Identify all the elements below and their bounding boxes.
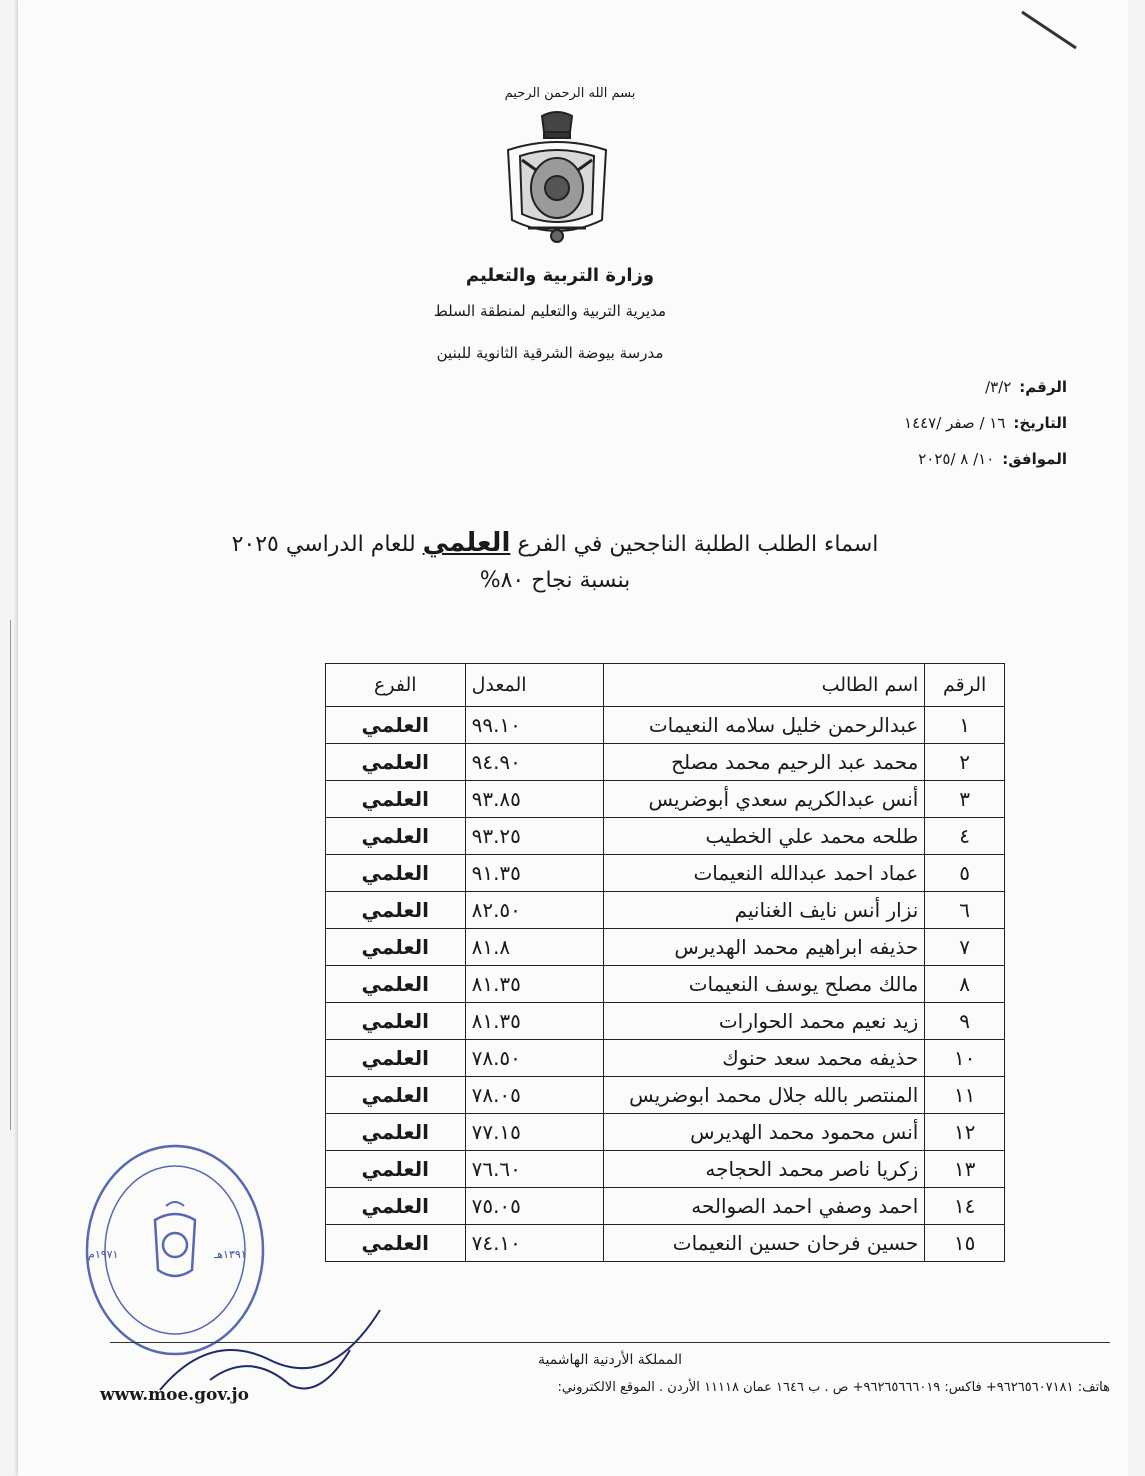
student-branch: العلمي (326, 1114, 466, 1151)
edge-divider (10, 620, 11, 1130)
jordan-emblem-icon (498, 110, 616, 250)
row-number: ١٠ (925, 1040, 1005, 1077)
student-branch: العلمي (326, 1151, 466, 1188)
student-branch: العلمي (326, 929, 466, 966)
table-row (326, 1077, 1005, 1114)
student-branch: العلمي (326, 707, 466, 744)
student-name: عبدالرحمن خليل سلامه النعيمات (603, 707, 925, 744)
student-average: ٧٦.٦٠ (465, 1151, 603, 1188)
student-branch: العلمي (326, 744, 466, 781)
student-name: أنس عبدالكريم سعدي أبوضريس (603, 781, 925, 818)
student-average: ٩١.٣٥ (465, 855, 603, 892)
student-branch: العلمي (326, 966, 466, 1003)
student-average: ٨١.٣٥ (465, 1003, 603, 1040)
title-part-2: للعام الدراسي ٢٠٢٥ (231, 532, 416, 557)
student-average: ٧٨.٠٥ (465, 1077, 603, 1114)
row-number: ١٣ (925, 1151, 1005, 1188)
table-row (326, 1225, 1005, 1262)
pen-stroke (1020, 8, 1080, 53)
school-name: مدرسة بيوضة الشرقية الثانوية للبنين (436, 344, 664, 362)
row-number: ٥ (925, 855, 1005, 892)
student-branch: العلمي (326, 1077, 466, 1114)
student-name: أنس محمود محمد الهديرس (603, 1114, 925, 1151)
results-table (325, 663, 1005, 1262)
website-link[interactable]: www.moe.gov.jo (100, 1385, 249, 1405)
student-average: ٨١.٨ (465, 929, 603, 966)
row-number: ٧ (925, 929, 1005, 966)
footer-divider (110, 1342, 1110, 1343)
student-branch: العلمي (326, 1003, 466, 1040)
title-part-1: اسماء الطلب الطلبة الناجحين في الفرع (517, 532, 879, 557)
footer-contact: هاتف: ٩٦٢٦٥٦٠٧١٨١+ فاكس: ٩٦٢٦٥٦٦٦٠١٩+ ص . ب ١٦٤٦ عمان ١١١١٨ الأردن . الموقع الالكتروني: (557, 1380, 1110, 1395)
row-number: ١٥ (925, 1225, 1005, 1262)
table-row (326, 1114, 1005, 1151)
student-name: حذيفه محمد سعد حنوك (603, 1040, 925, 1077)
row-number: ٣ (925, 781, 1005, 818)
document-subtitle: بنسبة نجاح ٨٠% (479, 568, 631, 593)
student-average: ٩٤.٩٠ (465, 744, 603, 781)
table-row (326, 929, 1005, 966)
row-number: ٦ (925, 892, 1005, 929)
row-number: ٤ (925, 818, 1005, 855)
reference-date (904, 414, 1067, 432)
header-average: المعدل (465, 664, 603, 707)
row-number: ١١ (925, 1077, 1005, 1114)
student-name: احمد وصفي احمد الصوالحه (603, 1188, 925, 1225)
table-row (326, 1003, 1005, 1040)
student-average: ٨٢.٥٠ (465, 892, 603, 929)
table-row (326, 855, 1005, 892)
student-name: حسين فرحان حسين النعيمات (603, 1225, 925, 1262)
student-average: ٧٥.٠٥ (465, 1188, 603, 1225)
table-row (326, 1188, 1005, 1225)
reference-number (985, 378, 1067, 396)
student-branch: العلمي (326, 1188, 466, 1225)
student-branch: العلمي (326, 818, 466, 855)
table-row (326, 707, 1005, 744)
student-name: نزار أنس نايف الغنانيم (603, 892, 925, 929)
student-branch: العلمي (326, 855, 466, 892)
row-number: ٩ (925, 1003, 1005, 1040)
student-name: محمد عبد الرحيم محمد مصلح (603, 744, 925, 781)
table-body (326, 707, 1005, 1262)
student-name: عماد احمد عبدالله النعيمات (603, 855, 925, 892)
student-average: ٩٩.١٠ (465, 707, 603, 744)
reference-number-label: الرقم: (1019, 378, 1067, 396)
student-average: ٧٧.١٥ (465, 1114, 603, 1151)
header-branch: الفرع (326, 664, 466, 707)
student-branch: العلمي (326, 1040, 466, 1077)
footer-kingdom: المملكة الأردنية الهاشمية (537, 1352, 683, 1368)
ministry-name: وزارة التربية والتعليم (465, 265, 655, 286)
student-name: زكريا ناصر محمد الحجاجه (603, 1151, 925, 1188)
header-number: الرقم (925, 664, 1005, 707)
table-row (326, 1040, 1005, 1077)
reference-corresponding (918, 450, 1067, 468)
document-title (160, 528, 950, 558)
stamp-year-left: ١٩٧١م (88, 1248, 119, 1261)
reference-number-value: ٣/٢/ (985, 378, 1012, 396)
student-name: زيد نعيم محمد الحوارات (603, 1003, 925, 1040)
student-average: ٩٣.٨٥ (465, 781, 603, 818)
table-row (326, 781, 1005, 818)
directorate-name: مديرية التربية والتعليم لمنطقة السلط (433, 302, 667, 320)
student-name: مالك مصلح يوسف النعيمات (603, 966, 925, 1003)
table-row (326, 818, 1005, 855)
row-number: ١٤ (925, 1188, 1005, 1225)
student-name: حذيفه ابراهيم محمد الهديرس (603, 929, 925, 966)
student-average: ٨١.٣٥ (465, 966, 603, 1003)
header-student-name: اسم الطالب (603, 664, 925, 707)
table-row (326, 966, 1005, 1003)
row-number: ٢ (925, 744, 1005, 781)
title-branch: العلمي (422, 528, 511, 558)
table-row (326, 1151, 1005, 1188)
basmala: بسم الله الرحمن الرحيم (504, 86, 636, 101)
reference-corresponding-value: ١٠/ ٨ /٢٠٢٥ (918, 450, 995, 468)
table-row (326, 744, 1005, 781)
row-number: ١ (925, 707, 1005, 744)
student-name: طلحه محمد علي الخطيب (603, 818, 925, 855)
reference-date-label: التاريخ: (1013, 414, 1067, 432)
row-number: ٨ (925, 966, 1005, 1003)
student-average: ٧٤.١٠ (465, 1225, 603, 1262)
stamp-year-right: ١٣٩١هـ (214, 1248, 247, 1261)
student-branch: العلمي (326, 781, 466, 818)
row-number: ١٢ (925, 1114, 1005, 1151)
student-branch: العلمي (326, 892, 466, 929)
table-header-row (326, 664, 1005, 707)
student-average: ٧٨.٥٠ (465, 1040, 603, 1077)
student-branch: العلمي (326, 1225, 466, 1262)
student-average: ٩٣.٢٥ (465, 818, 603, 855)
reference-corresponding-label: الموافق: (1002, 450, 1067, 468)
reference-date-value: ١٦ / صفر /١٤٤٧ (904, 414, 1006, 432)
student-name: المنتصر بالله جلال محمد ابوضريس (603, 1077, 925, 1114)
table-row (326, 892, 1005, 929)
